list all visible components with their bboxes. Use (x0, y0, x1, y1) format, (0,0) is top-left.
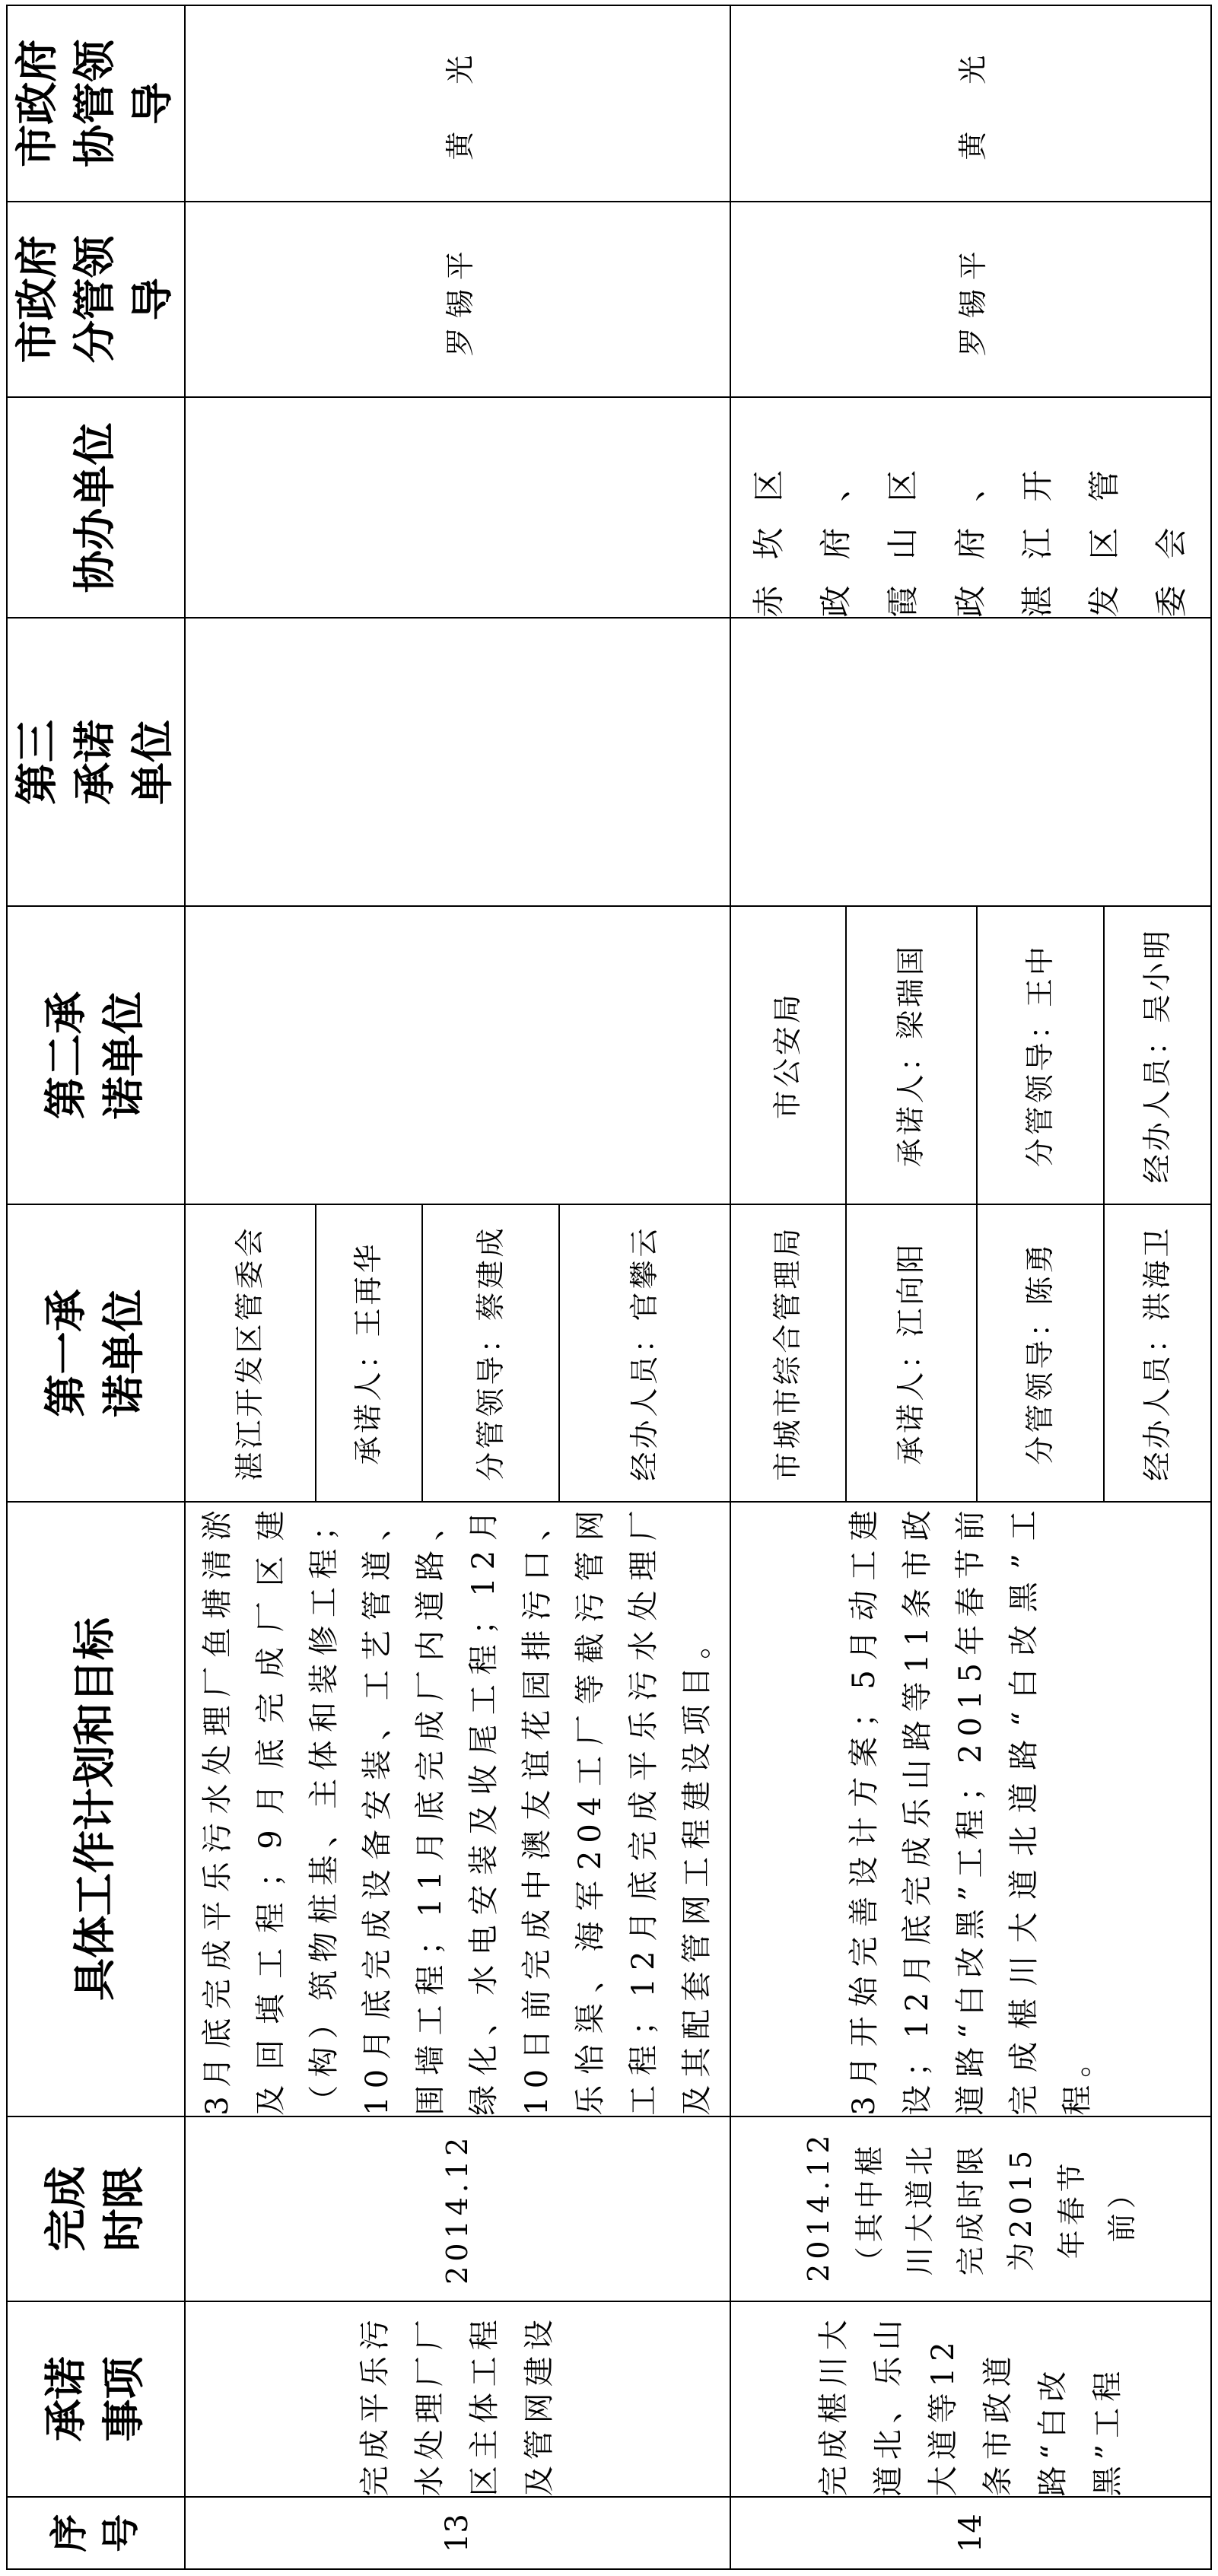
first-unit-leader: 分管领导：陈勇 (977, 1204, 1104, 1502)
table-row (185, 5, 316, 2569)
row-plan: 3月底完成平乐污水处理厂鱼塘清淤及回填工程；9月底完成厂区建（构）筑物桩基、主体和装修工程；10月底完成设备安装、工艺管道、围墙工程；11月底完成厂内道路、绿化、水电安装及收尾工程；12月10日前完成中澳友谊花园排污口、乐怡渠、海军204工厂等截污管网工程；12月底完成平乐污水处理厂及其配套管网工程建设项目。 (185, 1502, 730, 2116)
header-second-unit: 第二承诺单位 (7, 906, 185, 1204)
co-leader: 黄 光 (185, 5, 730, 202)
first-unit-promiser: 承诺人：江向阳 (846, 1204, 977, 1502)
row-item: 完成平乐污水处理厂厂区主体工程及管网建设 (185, 2301, 730, 2497)
header-co-leader: 市政府协管领导 (7, 5, 185, 202)
header-row (7, 5, 185, 2569)
second-unit-empty (185, 906, 730, 1204)
assist-unit-empty (185, 397, 730, 618)
second-unit-promiser: 承诺人：梁瑞国 (846, 906, 977, 1204)
header-item: 承诺事项 (7, 2301, 185, 2497)
second-unit-leader: 分管领导：王中 (977, 906, 1104, 1204)
city-leader: 罗锡平 (185, 202, 730, 397)
second-unit-name: 市公安局 (730, 906, 846, 1204)
third-unit-empty (730, 618, 1212, 906)
row-seq: 13 (185, 2497, 730, 2569)
first-unit-handler: 经办人员：官攀云 (559, 1204, 730, 1502)
header-assist-unit: 协办单位 (7, 397, 185, 618)
row-item: 完成椹川大道北、乐山大道等12条市政道路“白改黑”工程 (730, 2301, 1212, 2497)
third-unit-empty (185, 618, 730, 906)
header-plan: 具体工作计划和目标 (7, 1502, 185, 2116)
table-row (730, 5, 846, 2569)
commitment-table (6, 5, 1212, 2570)
city-leader: 罗锡平 (730, 202, 1212, 397)
first-unit-leader: 分管领导：蔡建成 (422, 1204, 559, 1502)
header-city-leader: 市政府分管领导 (7, 202, 185, 397)
first-unit-handler: 经办人员：洪海卫 (1104, 1204, 1211, 1502)
row-deadline: 2014.12（其中椹川大道北完成时限为2015年春节前） (730, 2116, 1212, 2301)
row-deadline: 2014.12 (185, 2116, 730, 2301)
header-deadline: 完成时限 (7, 2116, 185, 2301)
co-leader: 黄 光 (730, 5, 1212, 202)
first-unit-promiser: 承诺人：王再华 (316, 1204, 423, 1502)
row-plan: 3月开始完善设计方案；5月动工建设；12月底完成乐山路等11条市政道路“白改黑”工程；2015年春节前完成椹川大道北道路“白改黑”工程。 (730, 1502, 1212, 2116)
row-seq: 14 (730, 2497, 1212, 2569)
header-first-unit: 第一承诺单位 (7, 1204, 185, 1502)
header-third-unit: 第三承诺单位 (7, 618, 185, 906)
first-unit-name: 湛江开发区管委会 (185, 1204, 316, 1502)
second-unit-handler: 经办人员：吴小明 (1104, 906, 1211, 1204)
first-unit-name: 市城市综合管理局 (730, 1204, 846, 1502)
header-seq: 序号 (7, 2497, 185, 2569)
assist-unit: 赤坎区政府、霞山区政府、湛江开发区管委会 (730, 397, 1212, 618)
